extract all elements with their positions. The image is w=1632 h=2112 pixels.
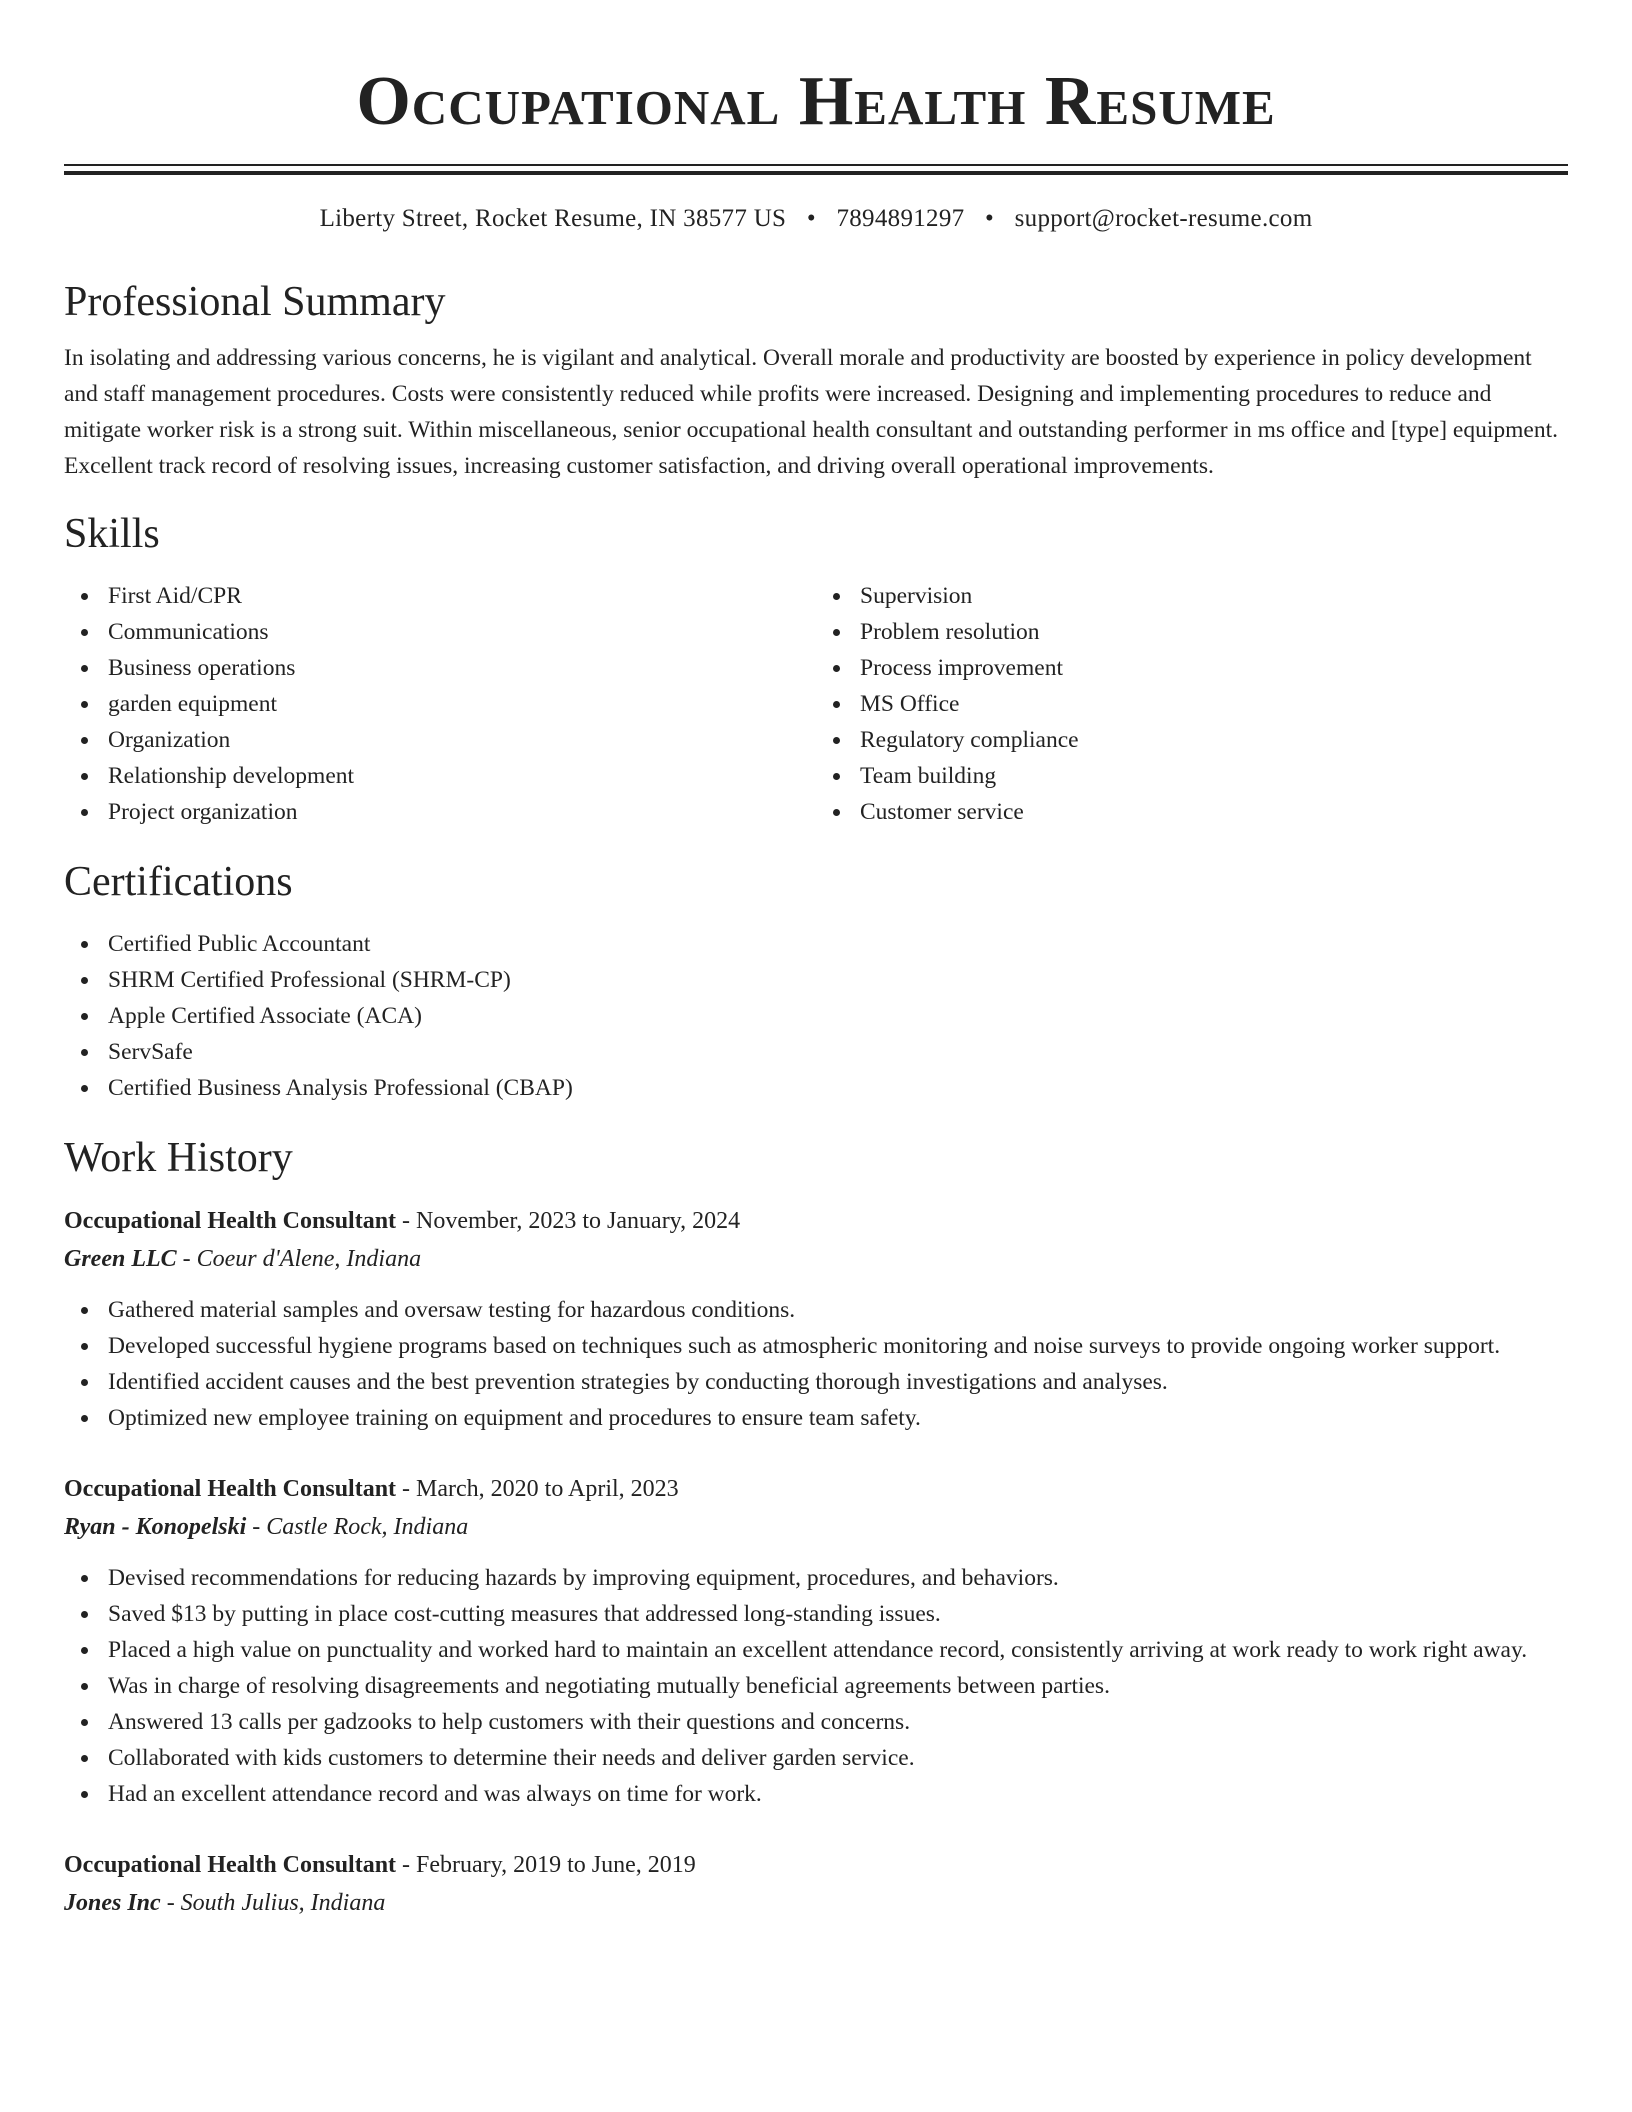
certifications-list — [64, 926, 1568, 1106]
contact-line — [64, 202, 1568, 236]
contact-email: support@rocket-resume.com — [1014, 205, 1313, 232]
skill-item: Problem resolution — [860, 614, 1568, 650]
certification-item: Certified Public Accountant — [108, 926, 1568, 962]
job-entry — [64, 1846, 1568, 1922]
title-divider — [64, 164, 1568, 175]
skill-item: MS Office — [860, 686, 1568, 722]
skill-item: Project organization — [108, 794, 816, 830]
job-title-line — [64, 1470, 1568, 1508]
job-company-line — [64, 1240, 1568, 1278]
job-bullet: Placed a high value on punctuality and worked hard to maintain an excellent attendance record, consistently arriving at work ready to work right away. — [108, 1632, 1568, 1668]
job-dates: - November, 2023 to January, 2024 — [396, 1208, 741, 1234]
skill-item: Team building — [860, 758, 1568, 794]
job-bullet: Identified accident causes and the best prevention strategies by conducting thorough investigations and analyses. — [108, 1364, 1568, 1400]
certification-item: Certified Business Analysis Professional (CBAP) — [108, 1070, 1568, 1106]
contact-separator: • — [985, 205, 995, 232]
contact-address: Liberty Street, Rocket Resume, IN 38577 US — [319, 205, 787, 232]
job-bullet: Optimized new employee training on equipment and procedures to ensure team safety. — [108, 1400, 1568, 1436]
job-bullet: Collaborated with kids customers to determine their needs and deliver garden service. — [108, 1740, 1568, 1776]
job-location: - Castle Rock, Indiana — [246, 1514, 469, 1540]
resume-page — [64, 0, 1568, 1922]
skill-item: garden equipment — [108, 686, 816, 722]
job-bullet: Saved $13 by putting in place cost-cutting measures that addressed long-standing issues. — [108, 1596, 1568, 1632]
skill-item: Organization — [108, 722, 816, 758]
job-location: - South Julius, Indiana — [160, 1890, 386, 1916]
job-bullet: Gathered material samples and oversaw testing for hazardous conditions. — [108, 1292, 1568, 1328]
skills-columns — [64, 578, 1568, 830]
work-history-heading: Work History — [64, 1135, 293, 1181]
skill-item: Customer service — [860, 794, 1568, 830]
summary-text: In isolating and addressing various concerns, he is vigilant and analytical. Overall morale and productivity are boosted by experience in policy development and staff management procedures. Costs were consistently reduced while profits were increased. Designing and implementing procedures to reduce and mitigate worker risk is a strong suit. Within miscellaneous, senior occupational health consultant and outstanding performer in ms office and [type] equipment. Excellent track record of resolving issues, increasing customer satisfaction, and driving overall operational improvements. — [64, 345, 1558, 479]
job-entry — [64, 1202, 1568, 1436]
skills-list-left — [64, 578, 816, 830]
job-location: - Coeur d'Alene, Indiana — [176, 1246, 422, 1272]
contact-phone: 7894891297 — [836, 205, 965, 232]
job-company: Green LLC — [64, 1246, 177, 1272]
job-bullets — [64, 1560, 1568, 1812]
job-title: Occupational Health Consultant — [64, 1208, 397, 1234]
job-company: Jones Inc — [64, 1890, 161, 1916]
job-company-line — [64, 1884, 1568, 1922]
job-company-line — [64, 1508, 1568, 1546]
skill-item: Regulatory compliance — [860, 722, 1568, 758]
job-title: Occupational Health Consultant — [64, 1852, 397, 1878]
job-bullet: Answered 13 calls per gadzooks to help customers with their questions and concerns. — [108, 1704, 1568, 1740]
skills-list-right — [816, 578, 1568, 830]
certifications-heading: Certifications — [64, 859, 293, 905]
skill-item: Process improvement — [860, 650, 1568, 686]
skill-item: Relationship development — [108, 758, 816, 794]
job-dates: - March, 2020 to April, 2023 — [396, 1476, 679, 1502]
job-title: Occupational Health Consultant — [64, 1476, 397, 1502]
certification-item: Apple Certified Associate (ACA) — [108, 998, 1568, 1034]
job-bullets — [64, 1292, 1568, 1436]
job-bullet: Developed successful hygiene programs based on techniques such as atmospheric monitoring and noise surveys to provide ongoing worker support. — [108, 1328, 1568, 1364]
contact-separator: • — [806, 205, 816, 232]
job-bullet: Was in charge of resolving disagreements and negotiating mutually beneficial agreements between parties. — [108, 1668, 1568, 1704]
job-title-line — [64, 1846, 1568, 1884]
resume-title: Occupational Health Resume — [356, 63, 1276, 140]
skill-item: Business operations — [108, 650, 816, 686]
summary-heading: Professional Summary — [64, 279, 446, 325]
skill-item: First Aid/CPR — [108, 578, 816, 614]
job-dates: - February, 2019 to June, 2019 — [396, 1852, 696, 1878]
job-bullet: Had an excellent attendance record and was always on time for work. — [108, 1776, 1568, 1812]
certification-item: ServSafe — [108, 1034, 1568, 1070]
job-entry — [64, 1470, 1568, 1812]
skill-item: Supervision — [860, 578, 1568, 614]
skill-item: Communications — [108, 614, 816, 650]
job-company: Ryan - Konopelski — [64, 1514, 247, 1540]
job-bullet: Devised recommendations for reducing hazards by improving equipment, procedures, and behaviors. — [108, 1560, 1568, 1596]
skills-heading: Skills — [64, 511, 160, 557]
certification-item: SHRM Certified Professional (SHRM-CP) — [108, 962, 1568, 998]
job-title-line — [64, 1202, 1568, 1240]
